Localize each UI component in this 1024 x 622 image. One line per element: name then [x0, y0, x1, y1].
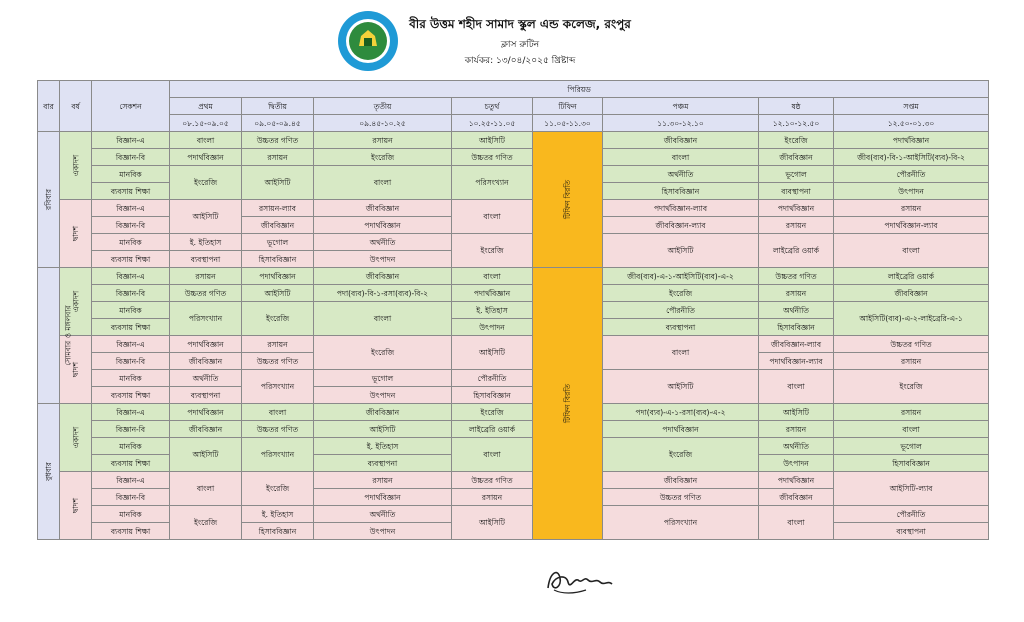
routine-cell: জীববিজ্ঞান: [314, 200, 452, 217]
routine-cell: অর্থনীতি: [314, 234, 452, 251]
routine-cell: জীববিজ্ঞান: [759, 149, 834, 166]
header-class: বর্ষ: [60, 81, 92, 132]
routine-cell: আইসিটি: [603, 370, 759, 404]
routine-cell: হিসাববিজ্ঞান: [834, 455, 989, 472]
routine-cell: বাংলা: [314, 302, 452, 336]
routine-cell: ইংরেজি: [603, 438, 759, 472]
routine-cell: জীববিজ্ঞান: [170, 353, 242, 370]
routine-cell: উৎপাদন: [759, 455, 834, 472]
section-cell: মানবিক: [92, 438, 170, 455]
routine-cell: উৎপাদন: [314, 387, 452, 404]
routine-cell: আইসিটি: [759, 404, 834, 421]
routine-cell: রসায়ন: [242, 336, 314, 353]
routine-cell: উৎপাদন: [834, 183, 989, 200]
header-tiffin: টিফিন: [533, 98, 603, 115]
section-cell: ব্যবসায় শিক্ষা: [92, 319, 170, 336]
document-title: ক্লাস রুটিন: [500, 40, 540, 50]
routine-cell: ইংরেজি: [314, 336, 452, 370]
class-label: একাদশ: [70, 154, 80, 177]
routine-cell: উচ্চতর গণিত: [242, 353, 314, 370]
class-label: দ্বাদশ: [70, 361, 80, 378]
header-period-6: ষষ্ঠ: [759, 98, 834, 115]
section-cell: বিজ্ঞান-এ: [92, 200, 170, 217]
routine-cell: জীববিজ্ঞান-ল্যাব: [759, 336, 834, 353]
header-period-2: দ্বিতীয়: [242, 98, 314, 115]
header-period-3: তৃতীয়: [314, 98, 452, 115]
routine-cell: উচ্চতর গণিত: [170, 285, 242, 302]
routine-cell: ই. ইতিহাস: [242, 506, 314, 523]
routine-cell: পদা(ব্যব)-বি-১-রসা(ব্যব)-বি-২: [314, 285, 452, 302]
header-period-5: পঞ্চম: [603, 98, 759, 115]
routine-cell: আইসিটি: [452, 506, 533, 540]
routine-cell: ব্যবস্থাপনা: [170, 251, 242, 268]
routine-cell: পদার্থবিজ্ঞান: [759, 472, 834, 489]
section-cell: বিজ্ঞান-এ: [92, 472, 170, 489]
section-cell: বিজ্ঞান-এ: [92, 336, 170, 353]
routine-cell: ইংরেজি: [314, 149, 452, 166]
routine-cell: পদার্থবিজ্ঞান: [759, 200, 834, 217]
routine-cell: আইসিটি: [452, 336, 533, 370]
day-label: বুধবার: [43, 462, 53, 481]
routine-cell: ই. ইতিহাস: [314, 438, 452, 455]
routine-cell: পদা(ব্যব)-এ-১-রসা(ব্যব)-এ-২: [603, 404, 759, 421]
routine-cell: বাংলা: [834, 234, 989, 268]
routine-cell: বাংলা: [759, 370, 834, 404]
routine-cell: রসায়ন: [759, 217, 834, 234]
routine-cell: পদার্থবিজ্ঞান-ল্যাব: [603, 200, 759, 217]
routine-cell: পদার্থবিজ্ঞান: [242, 268, 314, 285]
routine-cell: ইংরেজি: [759, 132, 834, 149]
section-cell: বিজ্ঞান-বি: [92, 353, 170, 370]
routine-cell: পদার্থবিজ্ঞান: [170, 149, 242, 166]
routine-cell: জীববিজ্ঞান-ল্যাব: [603, 217, 759, 234]
routine-cell: উচ্চতর গণিত: [452, 472, 533, 489]
routine-cell: আইসিটি: [242, 166, 314, 200]
routine-cell: বাংলা: [834, 421, 989, 438]
routine-cell: ইংরেজি: [452, 404, 533, 421]
routine-cell: আইসিটি-ল্যাব: [834, 472, 989, 506]
routine-cell: ব্যবস্থাপনা: [603, 319, 759, 336]
routine-cell: জীববিজ্ঞান: [759, 489, 834, 506]
routine-cell: আইসিটি: [242, 285, 314, 302]
tiffin-break-cell: [533, 132, 603, 268]
header-period-7: সপ্তম: [834, 98, 989, 115]
routine-cell: পদার্থবিজ্ঞান: [834, 132, 989, 149]
routine-cell: আইসিটি: [170, 200, 242, 234]
routine-cell: পদার্থবিজ্ঞান: [314, 217, 452, 234]
routine-cell: বাংলা: [603, 336, 759, 370]
routine-cell: উচ্চতর গণিত: [759, 268, 834, 285]
routine-cell: পদার্থবিজ্ঞান: [170, 336, 242, 353]
routine-cell: বাংলা: [603, 149, 759, 166]
tiffin-break-label: টিফিন বিরতি: [562, 384, 572, 423]
page-header: [0, 0, 1024, 78]
routine-cell: জীব(ব্যব)-বি-১-আইসিটি(ব্যব)-বি-২: [834, 149, 989, 166]
routine-cell: অর্থনীতি: [759, 438, 834, 455]
routine-cell: বাংলা: [452, 268, 533, 285]
routine-cell: উচ্চতর গণিত: [242, 421, 314, 438]
section-cell: ব্যবসায় শিক্ষা: [92, 251, 170, 268]
section-cell: বিজ্ঞান-বি: [92, 217, 170, 234]
section-cell: বিজ্ঞান-বি: [92, 489, 170, 506]
routine-cell: ইংরেজি: [603, 285, 759, 302]
routine-cell: আইসিটি: [314, 421, 452, 438]
day-label: সোমবার ও মঙ্গলবার: [63, 305, 73, 366]
routine-cell: অর্থনীতি: [759, 302, 834, 319]
class-label: একাদশ: [70, 290, 80, 313]
routine-cell: উৎপাদন: [452, 319, 533, 336]
routine-cell: হিসাববিজ্ঞান: [603, 183, 759, 200]
routine-cell: জীববিজ্ঞান: [603, 472, 759, 489]
section-cell: মানবিক: [92, 166, 170, 183]
school-logo-icon: [337, 10, 399, 72]
routine-cell: আইসিটি: [170, 438, 242, 472]
routine-cell: ব্যবস্থাপনা: [834, 523, 989, 540]
routine-cell: আইসিটি: [603, 234, 759, 268]
routine-cell: আইসিটি: [452, 132, 533, 149]
class-cell: [60, 404, 92, 472]
routine-cell: রসায়ন: [314, 472, 452, 489]
routine-cell: পরিসংখ্যান: [452, 166, 533, 200]
class-label: দ্বাদশ: [70, 497, 80, 514]
routine-cell: উচ্চতর গণিত: [834, 336, 989, 353]
routine-cell: রসায়ন: [834, 404, 989, 421]
routine-cell: রসায়ন: [452, 489, 533, 506]
routine-cell: ব্যবস্থাপনা: [314, 455, 452, 472]
class-label: দ্বাদশ: [70, 225, 80, 242]
header-period: পিরিয়ড: [170, 81, 989, 98]
routine-cell: পৌরনীতি: [452, 370, 533, 387]
routine-cell: উচ্চতর গণিত: [452, 149, 533, 166]
routine-cell: পৌরনীতি: [603, 302, 759, 319]
routine-cell: পরিসংখ্যান: [603, 506, 759, 540]
routine-cell: পদার্থবিজ্ঞান: [452, 285, 533, 302]
section-cell: মানবিক: [92, 506, 170, 523]
routine-cell: পরিসংখ্যান: [242, 438, 314, 472]
routine-cell: ব্যবস্থাপনা: [759, 183, 834, 200]
routine-cell: জীববিজ্ঞান: [834, 285, 989, 302]
routine-cell: পদার্থবিজ্ঞান-ল্যাব: [834, 217, 989, 234]
section-cell: বিজ্ঞান-এ: [92, 268, 170, 285]
header-period-4: চতুর্থ: [452, 98, 533, 115]
header-day: বার: [38, 81, 60, 132]
header-time-4: ১০.২৫-১১.০৫: [452, 115, 533, 132]
routine-cell: পদার্থবিজ্ঞান: [314, 489, 452, 506]
routine-cell: বাংলা: [242, 404, 314, 421]
routine-cell: রসায়ন: [314, 132, 452, 149]
routine-cell: লাইব্রেরি ওয়ার্ক: [834, 268, 989, 285]
routine-cell: রসায়ন: [834, 200, 989, 217]
tiffin-break-label: টিফিন বিরতি: [562, 180, 572, 219]
effective-date: কার্যকর: ১৩/০৪/২০২৫ খ্রিষ্টাব্দ: [464, 56, 576, 66]
routine-cell: বাংলা: [452, 200, 533, 234]
routine-cell: ই. ইতিহাস: [452, 302, 533, 319]
routine-cell: বাংলা: [314, 166, 452, 200]
header-time-1: ০৮.১৫-০৯.০৫: [170, 115, 242, 132]
routine-cell: উৎপাদন: [314, 523, 452, 540]
header-time-2: ০৯.০৫-০৯.৪৫: [242, 115, 314, 132]
class-routine-table: [37, 80, 989, 540]
header-time-3: ০৯.৪৫-১০.২৫: [314, 115, 452, 132]
routine-cell: ইংরেজি: [242, 472, 314, 506]
routine-cell: জীব(ব্যব)-এ-১-আইসিটি(ব্যব)-এ-২: [603, 268, 759, 285]
class-label: একাদশ: [70, 426, 80, 449]
section-cell: মানবিক: [92, 370, 170, 387]
routine-cell: ইংরেজি: [242, 302, 314, 336]
routine-cell: হিসাববিজ্ঞান: [759, 319, 834, 336]
section-cell: বিজ্ঞান-এ: [92, 404, 170, 421]
routine-cell: রসায়ন: [759, 285, 834, 302]
section-cell: ব্যবসায় শিক্ষা: [92, 183, 170, 200]
routine-cell: আইসিটি(ব্যব)-এ-২-লাইব্রেরি-এ-১: [834, 302, 989, 336]
routine-cell: লাইব্রেরি ওয়ার্ক: [759, 234, 834, 268]
routine-cell: হিসাববিজ্ঞান: [242, 523, 314, 540]
routine-cell: জীববিজ্ঞান: [242, 217, 314, 234]
routine-cell: বাংলা: [759, 506, 834, 540]
school-name: বীর উত্তম শহীদ সামাদ স্কুল এন্ড কলেজ, রংপুর: [409, 17, 631, 31]
routine-cell: বাংলা: [170, 132, 242, 149]
routine-cell: পদার্থবিজ্ঞান: [170, 404, 242, 421]
routine-cell: ইংরেজি: [170, 506, 242, 540]
routine-cell: উচ্চতর গণিত: [603, 489, 759, 506]
routine-cell: রসায়ন: [834, 353, 989, 370]
routine-cell: পরিসংখ্যান: [170, 302, 242, 336]
routine-cell: জীববিজ্ঞান: [170, 421, 242, 438]
routine-cell: জীববিজ্ঞান: [314, 404, 452, 421]
routine-cell: অর্থনীতি: [603, 166, 759, 183]
routine-cell: ভূগোল: [242, 234, 314, 251]
routine-cell: ইংরেজি: [452, 234, 533, 268]
header-time-tiffin: ১১.০৫-১১.৩০: [533, 115, 603, 132]
routine-cell: হিসাববিজ্ঞান: [242, 251, 314, 268]
routine-cell: বাংলা: [452, 438, 533, 472]
routine-cell: ব্যবস্থাপনা: [170, 387, 242, 404]
day-label: রবিবার: [43, 189, 53, 210]
tiffin-break-cell: [533, 268, 603, 540]
section-cell: ব্যবসায় শিক্ষা: [92, 523, 170, 540]
routine-cell: লাইব্রেরি ওয়ার্ক: [452, 421, 533, 438]
header-time-6: ১২.১০-১২.৫০: [759, 115, 834, 132]
routine-cell: রসায়ন: [759, 421, 834, 438]
section-cell: বিজ্ঞান-বি: [92, 149, 170, 166]
section-cell: ব্যবসায় শিক্ষা: [92, 387, 170, 404]
routine-cell: পদার্থবিজ্ঞান: [603, 421, 759, 438]
day-cell: [38, 268, 73, 404]
routine-cell: পরিসংখ্যান: [242, 370, 314, 404]
header-time-5: ১১.৩০-১২.১০: [603, 115, 759, 132]
routine-cell: হিসাববিজ্ঞান: [452, 387, 533, 404]
day-cell: [38, 132, 60, 268]
routine-cell: জীববিজ্ঞান: [314, 268, 452, 285]
class-cell: [60, 472, 92, 540]
routine-cell: পৌরনীতি: [834, 506, 989, 523]
section-cell: মানবিক: [92, 234, 170, 251]
routine-cell: রসায়ন: [242, 149, 314, 166]
routine-cell: অর্থনীতি: [314, 506, 452, 523]
routine-cell: ইংরেজি: [834, 370, 989, 404]
routine-cell: ই. ইতিহাস: [170, 234, 242, 251]
routine-cell: ভূগোল: [834, 438, 989, 455]
routine-cell: বাংলা: [170, 472, 242, 506]
routine-cell: ভূগোল: [759, 166, 834, 183]
routine-cell: রসায়ন: [170, 268, 242, 285]
routine-cell: উৎপাদন: [314, 251, 452, 268]
section-cell: বিজ্ঞান-এ: [92, 132, 170, 149]
section-cell: বিজ্ঞান-বি: [92, 285, 170, 302]
signature-icon: [540, 560, 620, 600]
day-cell: [38, 404, 60, 540]
routine-cell: জীববিজ্ঞান: [603, 132, 759, 149]
routine-cell: রসায়ন-ল্যাব: [242, 200, 314, 217]
section-cell: মানবিক: [92, 302, 170, 319]
header-section: সেকশন: [92, 81, 170, 132]
routine-cell: পদার্থবিজ্ঞান-ল্যাব: [759, 353, 834, 370]
routine-cell: পৌরনীতি: [834, 166, 989, 183]
routine-cell: ইংরেজি: [170, 166, 242, 200]
header-period-1: প্রথম: [170, 98, 242, 115]
class-cell: [60, 132, 92, 200]
section-cell: বিজ্ঞান-বি: [92, 421, 170, 438]
header-time-7: ১২.৫০-০১.৩০: [834, 115, 989, 132]
routine-cell: ভূগোল: [314, 370, 452, 387]
class-cell: [60, 200, 92, 268]
routine-cell: অর্থনীতি: [170, 370, 242, 387]
section-cell: ব্যবসায় শিক্ষা: [92, 455, 170, 472]
routine-cell: উচ্চতর গণিত: [242, 132, 314, 149]
